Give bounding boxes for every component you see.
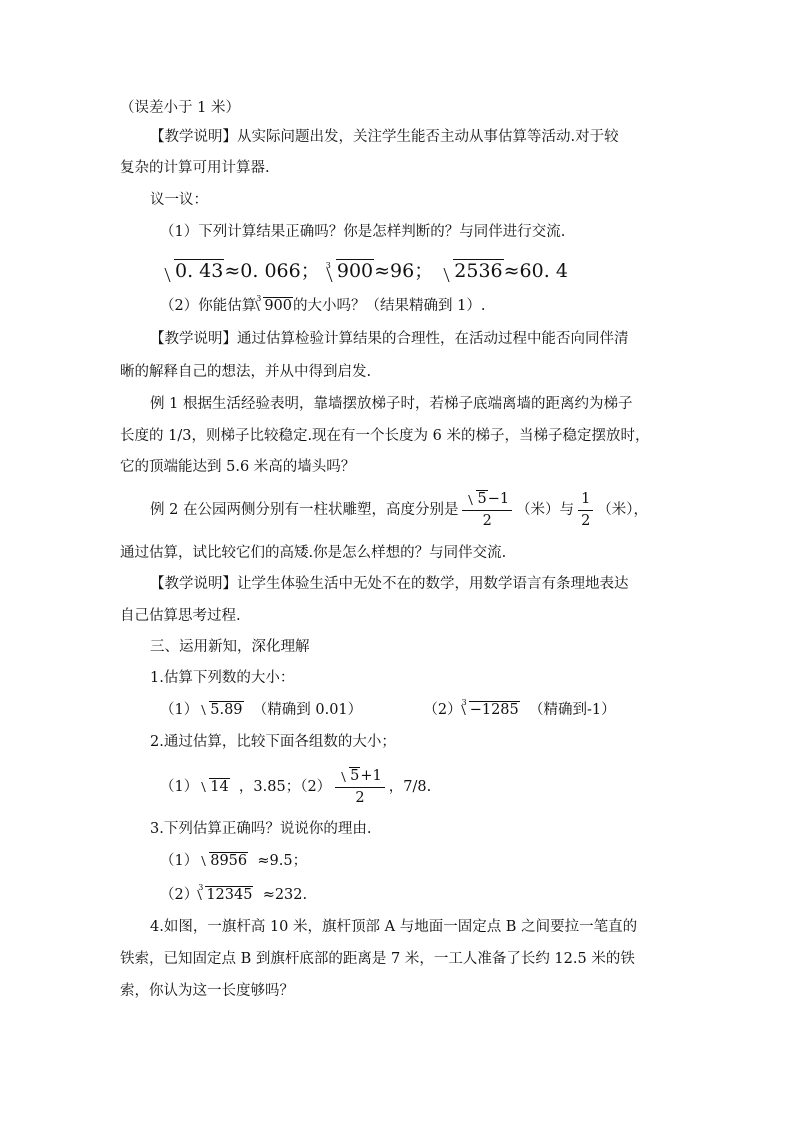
teaching-note-2-line-1: 【教学说明】通过估算检验计算结果的合理性，在活动过程中能否向同伴清 [150,331,629,347]
exercise-3-item-1: （1） 8956 ≈9.5； [160,850,720,872]
fraction-sqrt5-minus-1-over-2: $\frac{5-1}{2}$ [462,489,512,531]
exercise-4-line-1: 4.如图，一旗杆高 10 米，旗杆顶部 A 与地面一固定点 B 之间要拉一笔直的 [150,919,638,935]
teaching-note-1-line-2: 复杂的计算可用计算器. [120,160,270,176]
teaching-note-1-line-1: 【教学说明】从实际问题出发，关注学生能否主动从事估算等活动.对于较 [150,129,619,145]
sqrt-2536: 2536 [439,260,503,282]
teaching-note-3-line-2: 自己估算思考过程. [120,608,241,624]
eq3-result: ≈60. 4 [503,260,568,282]
fraction-1-over-2: $\frac{1}{2}$ [578,489,593,531]
example-1-line-1: 例 1 根据生活经验表明，靠墙摆放梯子时，若梯子底端离墙的距离约为梯子 [150,396,633,412]
cbrt-900: 900 [322,260,374,282]
eq2-result: ≈96； [374,260,434,282]
sqrt-0-43: 0. 43 [160,260,224,282]
example-2-line-2: 通过估算，试比较它们的高矮.你是怎么样想的？与同伴交流. [120,545,507,561]
discussion-heading: 议一议： [150,192,208,208]
fraction-sqrt5-plus-1-over-2: $\frac{5+1}{2}$ [335,766,385,808]
error-note: （误差小于 1 米） [120,100,240,116]
exercise-4-line-3: 索，你认为这一长度够吗？ [120,983,294,999]
section-heading: 三、运用新知，深化理解 [150,639,310,655]
exercise-2-items: （1） 14 ，3.85；（2） $\frac{5+1}{2}$ ，7/8. [160,768,432,806]
example-1-line-3: 它的顶端能达到 5.6 米高的墙头吗？ [120,459,356,475]
teaching-note-2-line-2: 晰的解释自己的想法，并从中得到启发. [120,364,372,380]
question-1: （1）下列计算结果正确吗？你是怎样判断的？与同伴进行交流. [160,224,566,240]
equation-line [160,260,720,286]
exercise-3-item-2: $(2)^3$ 12345 ≈232. [160,884,720,908]
exercise-1-heading: 1.估算下列数的大小： [150,670,295,686]
exercise-1-items: （1） 5.89 （精确到 0.01） $(2)^3 -1285$ （精确到-1） [160,699,720,723]
teaching-note-3-line-1: 【教学说明】让学生体验生活中无处不在的数学，用数学语言有条理地表达 [150,576,629,592]
cube-root-index: 3 [325,261,331,270]
exercise-3-heading: 3.下列估算正确吗？说说你的理由. [150,821,372,837]
exercise-2-heading: 2.通过估算，比较下面各组数的大小； [150,734,396,750]
eq1-result: ≈0. 066； [224,260,320,282]
example-1-line-2: 长度的 1/3，则梯子比较稳定.现在有一个长度为 6 米的梯子，当梯子稳定摆放时， [120,428,650,444]
exercise-4-line-2: 铁索，已知固定点 B 到旗杆底部的距离是 7 米，一工人准备了长约 12.5 米的铁 [120,951,635,967]
question-2: （2）你能估算$^3$ 900的大小吗？（结果精确到 1）. [160,295,720,319]
example-2-line-1: 例 2 在公园两侧分别有一柱状雕塑，高度分别是 $\frac{5-1}{2}$ （米）与 $\frac{1}{2}$ （米）， [150,491,649,529]
